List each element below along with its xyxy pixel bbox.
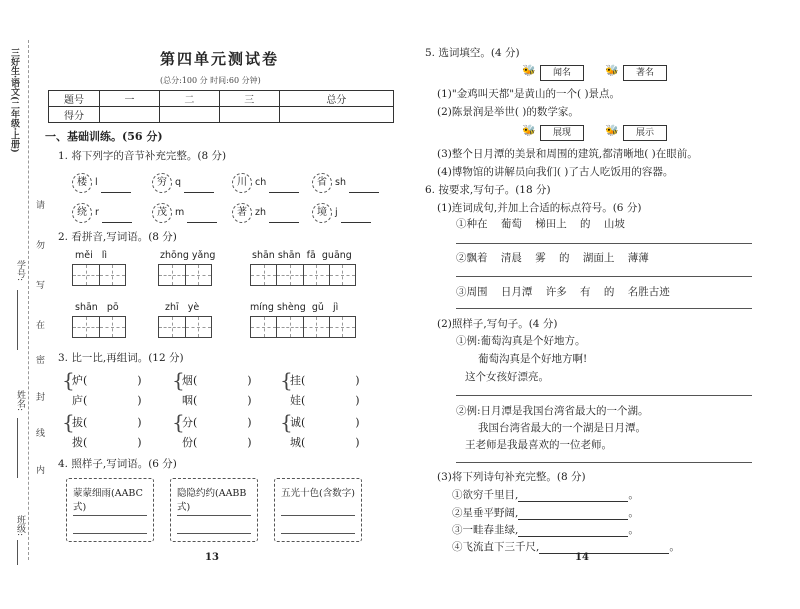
brace-icon: { <box>172 410 185 434</box>
score-header: 总分 <box>279 91 393 107</box>
example-word: 蒙蒙细雨(AABC 式) <box>73 488 143 513</box>
answer-blank[interactable] <box>539 553 669 554</box>
question-1-label: 1. 将下列字的音节补充完整。(8 分) <box>58 150 227 162</box>
answer-line[interactable] <box>456 308 752 309</box>
q1-row-2 <box>72 203 392 223</box>
fill-sentence: (2)陈景润是举世( )的数学家。 <box>437 106 579 118</box>
answer-line[interactable] <box>456 462 752 463</box>
q1-row-1 <box>72 173 392 193</box>
word-list: ①种在 葡萄 梯田上 的 山坡 <box>456 218 625 230</box>
page-number: 13 <box>205 552 219 563</box>
char-circle: 绕 <box>72 203 92 223</box>
pinyin-initial: ch <box>255 177 267 188</box>
writing-grid[interactable] <box>158 316 212 338</box>
char-pair-item: 拨( ) <box>72 436 142 449</box>
class-field[interactable] <box>17 540 18 565</box>
char-circle: 境 <box>312 203 332 223</box>
class-label: 班级: <box>15 515 25 537</box>
fill-sentence: (3)整个日月潭的美景和周围的建筑,都清晰地( )在眼前。 <box>437 148 698 160</box>
pinyin-prompt: míng shèng gǔ jì <box>250 302 339 313</box>
pinyin-prompt: shān shān fā guāng <box>252 250 352 261</box>
id-label: 学号: <box>15 260 25 282</box>
cut-mark: 密 <box>34 355 44 364</box>
example-word: 五光十色(含数字) <box>281 488 355 499</box>
poem-line: ②星垂平野阔, 。 <box>452 507 639 519</box>
char-pair-item: 拔( ) <box>72 416 142 429</box>
char-pair-item: 诚( ) <box>290 416 360 429</box>
cut-mark: 内 <box>34 465 44 474</box>
id-field[interactable] <box>17 290 18 350</box>
series-label: 三好生·语文(二年级·上册) <box>9 48 19 153</box>
task-sentence: 王老师是我最喜欢的一位老师。 <box>465 439 612 451</box>
score-header: 一 <box>100 91 160 107</box>
char-circle: 穷 <box>152 173 172 193</box>
char-circle: 茂 <box>152 203 172 223</box>
score-header: 三 <box>219 91 279 107</box>
char-pair-item: 挂( ) <box>290 374 360 387</box>
poem-line: ③一畦春韭绿, 。 <box>452 524 639 536</box>
pinyin-initial: r <box>95 207 99 218</box>
word-option: 闻名 <box>540 65 584 81</box>
example-box <box>170 478 258 542</box>
pinyin-prompt: zhōng yǎng <box>160 250 216 261</box>
bee-icon: 🐝 <box>605 64 619 77</box>
fill-sentence: (1)"金鸡叫天都"是黄山的一个( )景点。 <box>437 88 621 100</box>
example-word: 隐隐约约(AABB 式) <box>177 488 247 513</box>
answer-line[interactable] <box>281 515 355 516</box>
bee-icon: 🐝 <box>522 64 536 77</box>
writing-grid[interactable] <box>72 264 126 286</box>
answer-line[interactable] <box>177 533 251 534</box>
answer-blank[interactable] <box>518 501 628 502</box>
char-circle: 楼 <box>72 173 92 193</box>
word-option: 展示 <box>623 125 667 141</box>
answer-line[interactable] <box>456 276 752 277</box>
page-title: 第四单元测试卷 <box>160 50 280 68</box>
pinyin-blank[interactable] <box>102 222 132 223</box>
poem-line: ①欲穷千里目, 。 <box>452 489 639 501</box>
score-header: 题号 <box>49 91 100 107</box>
cut-mark: 封 <box>34 392 44 401</box>
score-cell[interactable] <box>100 107 160 123</box>
cut-mark: 在 <box>34 320 44 329</box>
char-pair-item: 份( ) <box>182 436 252 449</box>
pinyin-prompt: zhī yè <box>165 302 200 313</box>
example-sentence: 葡萄沟真是个好地方啊! <box>478 353 588 365</box>
pinyin-initial: sh <box>335 177 347 188</box>
char-circle: 著 <box>232 203 252 223</box>
cut-mark: 勿 <box>34 240 44 249</box>
section-heading: 一、基础训练。(56 分) <box>45 130 163 143</box>
char-pair-item: 炉( ) <box>72 374 142 387</box>
answer-line[interactable] <box>281 533 355 534</box>
example-box <box>66 478 154 542</box>
subtitle: (总分:100 分 时间:60 分钟) <box>160 76 261 85</box>
brace-icon: { <box>280 410 293 434</box>
answer-line[interactable] <box>73 515 147 516</box>
bee-icon: 🐝 <box>522 124 536 137</box>
fill-sentence: (4)博物馆的讲解员向我们( )了古人吃饭用的容器。 <box>437 166 674 178</box>
char-pair-item: 娃( ) <box>290 394 360 407</box>
score-cell[interactable] <box>219 107 279 123</box>
example-box <box>274 478 362 542</box>
sub-question: (1)连词成句,并加上合适的标点符号。(6 分) <box>437 202 642 214</box>
score-header: 二 <box>159 91 219 107</box>
example-sentence: ②例:日月潭是我国台湾省最大的一个湖。 <box>456 405 649 417</box>
cut-mark: 线 <box>34 428 44 437</box>
pinyin-prompt: měi lì <box>75 250 108 261</box>
char-pair-item: 城( ) <box>290 436 360 449</box>
answer-line[interactable] <box>456 243 752 244</box>
brace-icon: { <box>172 368 185 392</box>
example-sentence: 我国台湾省最大的一个湖是日月潭。 <box>478 422 646 434</box>
score-row-label: 得分 <box>49 107 100 123</box>
pinyin-initial: q <box>175 177 182 188</box>
pinyin-blank[interactable] <box>184 192 214 193</box>
answer-line[interactable] <box>456 395 752 396</box>
name-label: 姓名: <box>15 390 25 412</box>
pinyin-initial: m <box>175 207 185 218</box>
pinyin-initial: j <box>335 207 338 218</box>
sub-question: (3)将下列诗句补充完整。(8 分) <box>437 471 586 483</box>
writing-grid[interactable] <box>250 316 356 338</box>
writing-grid[interactable] <box>72 316 126 338</box>
word-option: 著名 <box>623 65 667 81</box>
word-list: ②飘着 清晨 雾 的 湖面上 薄薄 <box>456 252 649 264</box>
answer-blank[interactable] <box>518 519 628 520</box>
answer-line[interactable] <box>177 515 251 516</box>
question-3-label: 3. 比一比,再组词。(12 分) <box>58 352 184 364</box>
char-pair-item: 咽( ) <box>182 394 252 407</box>
question-2-label: 2. 看拼音,写词语。(8 分) <box>58 231 177 243</box>
question-4-label: 4. 照样子,写词语。(6 分) <box>58 458 177 470</box>
name-field[interactable] <box>17 418 18 478</box>
score-cell[interactable] <box>159 107 219 123</box>
word-option: 展现 <box>540 125 584 141</box>
char-pair-item: 烟( ) <box>182 374 252 387</box>
cut-mark: 请 <box>34 200 44 209</box>
pinyin-blank[interactable] <box>269 222 299 223</box>
answer-blank[interactable] <box>518 536 628 537</box>
brace-icon: { <box>280 368 293 392</box>
char-pair-item: 分( ) <box>182 416 252 429</box>
task-sentence: 这个女孩好漂亮。 <box>465 371 549 383</box>
pinyin-initial: l <box>95 177 98 188</box>
writing-grid[interactable] <box>158 264 212 286</box>
example-sentence: ①例:葡萄沟真是个好地方。 <box>456 335 586 347</box>
pinyin-blank[interactable] <box>101 192 131 193</box>
cut-mark: 写 <box>34 280 44 289</box>
poem-line: ④飞流直下三千尺, 。 <box>452 541 680 553</box>
brace-icon: { <box>62 368 75 392</box>
score-table <box>48 90 394 123</box>
page-number: 14 <box>575 552 589 563</box>
writing-grid[interactable] <box>250 264 356 286</box>
score-cell[interactable] <box>279 107 393 123</box>
pinyin-blank[interactable] <box>269 192 299 193</box>
question-6-label: 6. 按要求,写句子。(18 分) <box>425 184 551 196</box>
pinyin-initial: zh <box>255 207 267 218</box>
bee-icon: 🐝 <box>605 124 619 137</box>
pinyin-blank[interactable] <box>349 192 379 193</box>
char-circle: 川 <box>232 173 252 193</box>
pinyin-blank[interactable] <box>187 222 217 223</box>
binding-line <box>28 40 29 560</box>
char-pair-item: 庐( ) <box>72 394 142 407</box>
sub-question: (2)照样子,写句子。(4 分) <box>437 318 558 330</box>
pinyin-blank[interactable] <box>341 222 371 223</box>
brace-icon: { <box>62 410 75 434</box>
pinyin-prompt: shān pō <box>75 302 119 313</box>
answer-line[interactable] <box>73 533 147 534</box>
char-circle: 省 <box>312 173 332 193</box>
word-list: ③周围 日月潭 许多 有 的 名胜古迹 <box>456 286 670 298</box>
question-5-label: 5. 选词填空。(4 分) <box>425 47 520 59</box>
